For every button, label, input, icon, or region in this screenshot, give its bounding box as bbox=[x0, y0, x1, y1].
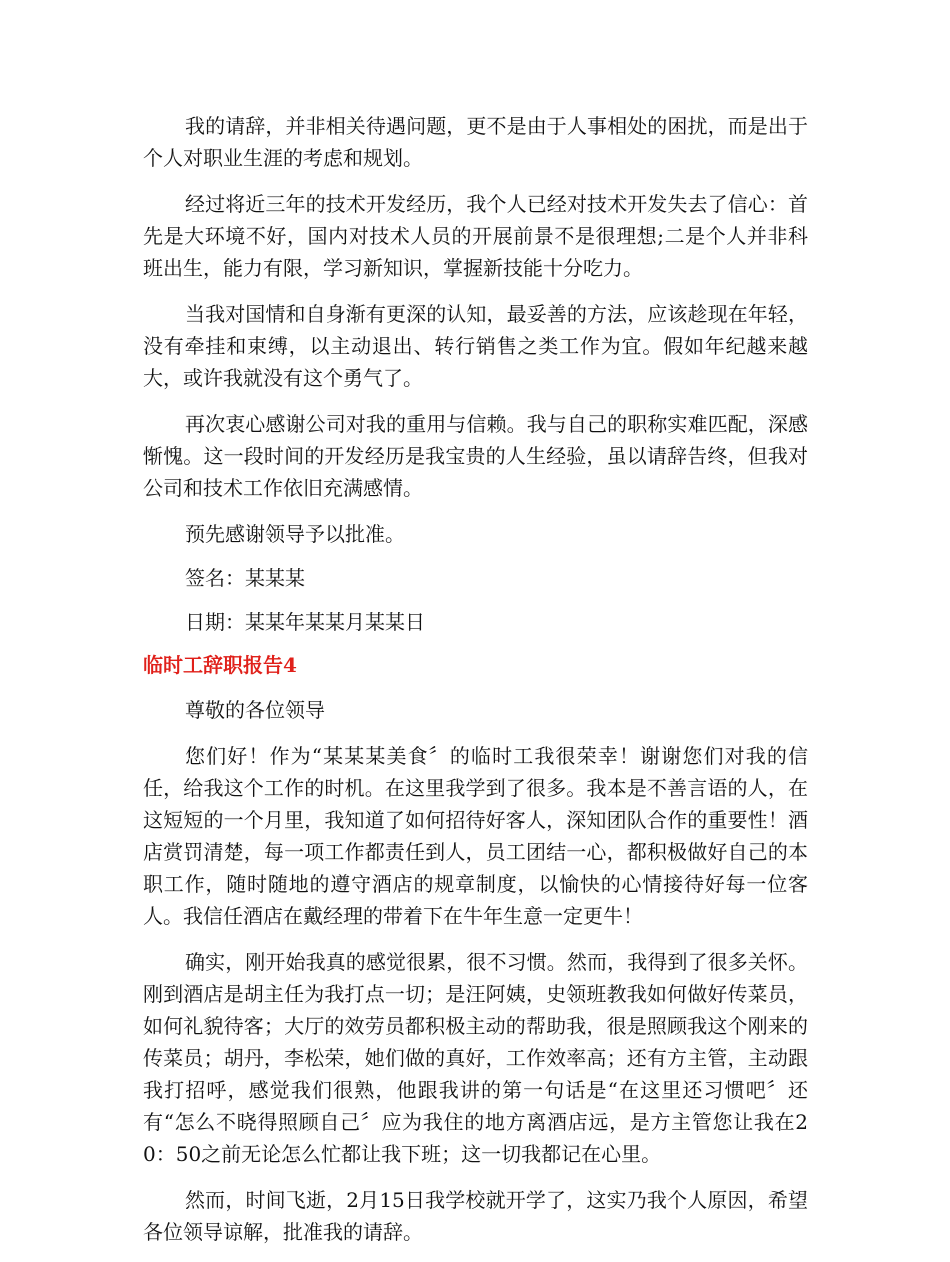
body-paragraph: 确实，刚开始我真的感觉很累，很不习惯。然而，我得到了很多关怀。刚到酒店是胡主任为我打点一切；是汪阿姨，史领班教我如何做好传菜员，如何礼貌待客；大厅的效劳员都积极主动的帮助我，很是照顾我这个刚来的传菜员；胡丹，李松荣，她们做的真好，工作效率高；还有方主管，主动跟我打招呼，感觉我们很熟，他跟我讲的第一句话是“在这里还习惯吧〞还有“怎么不晓得照顾自己〞应为我住的地方离酒店远，是方主管您让我在20：50之前无论怎么忙都让我下班；这一切我都记在心里。 bbox=[143, 950, 808, 1166]
signature-line: 签名：某某某 bbox=[185, 566, 305, 590]
body-paragraph: 您们好！作为“某某某美食〞的临时工我很荣幸！谢谢您们对我的信任，给我这个工作的时机。在这里我学到了很多。我本是不善言语的人，在这短短的一个月里，我知道了如何招待好客人，深知团队合作的重要性！酒店赏罚清楚，每一项工作都责任到人，员工团结一心，都积极做好自己的本职工作，随时随地的遵守酒店的规章制度，以愉快的心情接待好每一位客人。我信任酒店在戴经理的带着下在牛年生意一定更牛！ bbox=[143, 744, 808, 928]
body-paragraph: 再次衷心感谢公司对我的重用与信赖。我与自己的职称实难匹配，深感惭愧。这一段时间的开发经历是我宝贵的人生经验，虽以请辞告终，但我对公司和技术工作依旧充满感情。 bbox=[143, 412, 808, 500]
document-page bbox=[143, 110, 808, 1262]
body-paragraph: 然而，时间飞逝，2月15日我学校就开学了，这实乃我个人原因，希望各位领导谅解，批准我的请辞。 bbox=[143, 1188, 808, 1244]
body-paragraph: 经过将近三年的技术开发经历，我个人已经对技术开发失去了信心：首先是大环境不好，国内对技术人员的开展前景不是很理想;二是个人并非科班出生，能力有限，学习新知识，掌握新技能十分吃力。 bbox=[143, 192, 808, 280]
body-paragraph: 预先感谢领导予以批准。 bbox=[185, 522, 405, 546]
greeting-line: 尊敬的各位领导 bbox=[185, 698, 325, 722]
date-line: 日期：某某年某某月某某日 bbox=[185, 610, 425, 634]
body-paragraph: 我的请辞，并非相关待遇问题，更不是由于人事相处的困扰，而是出于个人对职业生涯的考虑和规划。 bbox=[143, 114, 808, 170]
section-heading: 临时工辞职报告4 bbox=[143, 653, 297, 677]
body-paragraph: 当我对国情和自身渐有更深的认知，最妥善的方法，应该趁现在年轻，没有牵挂和束缚，以主动退出、转行销售之类工作为宜。假如年纪越来越大，或许我就没有这个勇气了。 bbox=[143, 302, 808, 390]
